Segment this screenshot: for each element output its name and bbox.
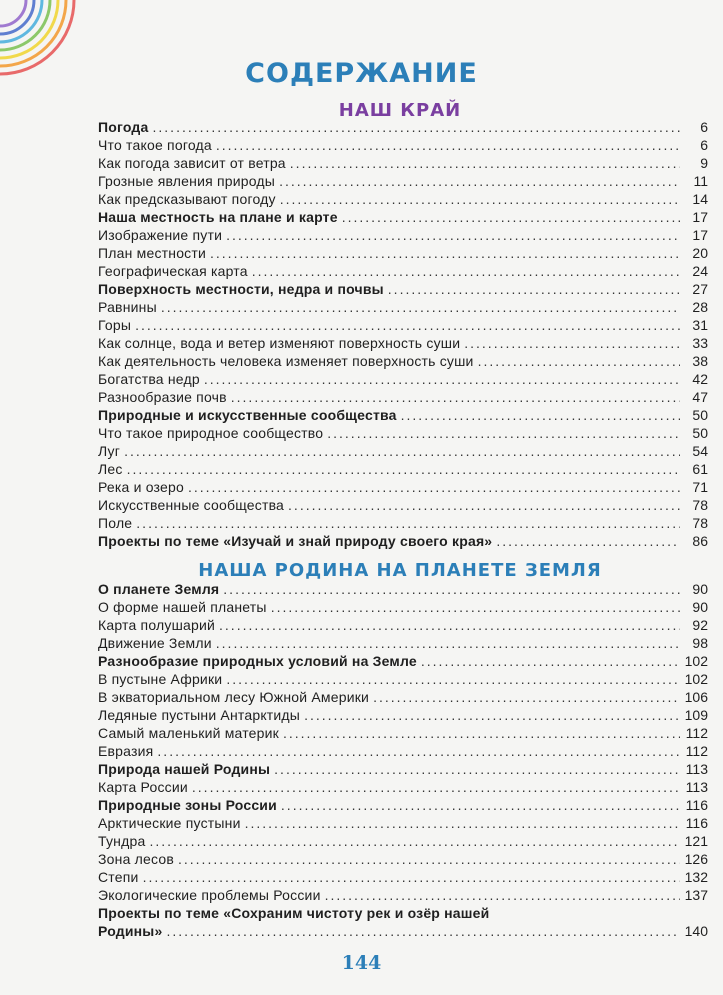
toc-entry-text: Как деятельность человека изменяет поверхность суши bbox=[98, 353, 474, 369]
toc-entry-text: План местности bbox=[98, 245, 207, 261]
toc-entry-text: В экваториальном лесу Южной Америки bbox=[98, 689, 370, 705]
toc-entry-text: Самый маленький материк bbox=[98, 725, 279, 741]
toc-leader-dots bbox=[136, 514, 680, 532]
toc-entry[interactable] bbox=[98, 172, 708, 190]
toc-entry-text: Евразия bbox=[98, 743, 154, 759]
toc-entry[interactable] bbox=[98, 352, 708, 370]
toc-entry-text: Природные зоны России bbox=[98, 797, 277, 813]
toc-entry[interactable] bbox=[98, 814, 708, 832]
toc-leader-dots bbox=[279, 172, 680, 190]
toc-leader-dots bbox=[464, 334, 680, 352]
toc-entry-text: Географическая карта bbox=[98, 263, 248, 279]
toc-entry-page: 14 bbox=[692, 191, 708, 207]
toc-entry-page: 61 bbox=[692, 461, 708, 477]
toc-entry-page: 6 bbox=[700, 137, 708, 153]
toc-entry-text: Горы bbox=[98, 317, 132, 333]
toc-entry[interactable] bbox=[98, 442, 708, 460]
toc-entry-page: 54 bbox=[692, 443, 708, 459]
toc-leader-dots bbox=[216, 634, 680, 652]
toc-final-entry bbox=[98, 904, 708, 940]
toc-leader-dots bbox=[274, 760, 680, 778]
page-title: СОДЕРЖАНИЕ bbox=[245, 58, 478, 89]
toc-entry-page: 116 bbox=[685, 797, 708, 813]
toc-entry-page: 112 bbox=[685, 725, 708, 741]
toc-leader-dots bbox=[157, 742, 680, 760]
toc-entry[interactable] bbox=[98, 154, 708, 172]
toc-entry-text: Река и озеро bbox=[98, 479, 184, 495]
toc-leader-dots bbox=[327, 424, 680, 442]
toc-entry[interactable] bbox=[98, 118, 708, 136]
toc-entry-text: Поле bbox=[98, 515, 133, 531]
toc-entry[interactable] bbox=[98, 460, 708, 478]
toc-entry-text: Как предсказывают погоду bbox=[98, 191, 276, 207]
toc-entry[interactable] bbox=[98, 796, 708, 814]
toc-entry[interactable] bbox=[98, 760, 708, 778]
toc-entry-text: Степи bbox=[98, 869, 139, 885]
toc-leader-dots bbox=[281, 796, 680, 814]
toc-entry-page: 38 bbox=[692, 353, 708, 369]
toc-entry-page: 102 bbox=[684, 653, 708, 669]
toc-entry-page: 140 bbox=[684, 923, 708, 939]
toc-leader-dots bbox=[231, 388, 680, 406]
toc-entry[interactable] bbox=[98, 424, 708, 442]
toc-leader-dots bbox=[153, 118, 680, 136]
toc-entry-text: Экологические проблемы России bbox=[98, 887, 321, 903]
toc-leader-dots bbox=[210, 244, 680, 262]
toc-entry[interactable] bbox=[98, 904, 708, 922]
toc-leader-dots bbox=[135, 316, 680, 334]
toc-entry-text: Проекты по теме «Сохраним чистоту рек и озёр нашей bbox=[98, 905, 490, 921]
toc-entry-text: В пустыне Африки bbox=[98, 671, 223, 687]
toc-entry-text: Что такое природное сообщество bbox=[98, 425, 324, 441]
toc-entry[interactable] bbox=[98, 688, 708, 706]
toc-leader-dots bbox=[219, 616, 680, 634]
toc-entry-page: 11 bbox=[693, 173, 708, 189]
toc-entry-page: 20 bbox=[692, 245, 708, 261]
toc-leader-dots bbox=[188, 478, 680, 496]
toc-entry-page: 33 bbox=[692, 335, 708, 351]
toc-entry[interactable] bbox=[98, 532, 708, 550]
toc-leader-dots bbox=[283, 724, 680, 742]
toc-leader-dots bbox=[288, 496, 680, 514]
toc-entry-text: О форме нашей планеты bbox=[98, 599, 267, 615]
toc-leader-dots bbox=[226, 226, 680, 244]
toc-entry-page: 92 bbox=[692, 617, 708, 633]
toc-entry-page: 6 bbox=[700, 119, 708, 135]
toc-entry[interactable] bbox=[98, 226, 708, 244]
toc-entry-page: 90 bbox=[692, 599, 708, 615]
toc-leader-dots bbox=[304, 706, 680, 724]
toc-entry-page: 116 bbox=[685, 815, 708, 831]
toc-entry-text: О планете Земля bbox=[98, 581, 220, 597]
toc-leader-dots bbox=[124, 442, 680, 460]
toc-leader-dots bbox=[342, 208, 680, 226]
toc-entry-text: Наша местность на плане и карте bbox=[98, 209, 338, 225]
section-heading-nash-krai: НАШ КРАЙ bbox=[338, 100, 462, 121]
toc-leader-dots bbox=[280, 190, 680, 208]
toc-entry[interactable] bbox=[98, 370, 708, 388]
toc-entry-page: 50 bbox=[692, 425, 708, 441]
toc-entry-text: Движение Земли bbox=[98, 635, 212, 651]
toc-entry[interactable] bbox=[98, 634, 708, 652]
toc-leader-dots bbox=[192, 778, 680, 796]
toc-entry-page: 17 bbox=[692, 227, 708, 243]
toc-entry[interactable] bbox=[98, 652, 708, 670]
toc-entry[interactable] bbox=[98, 922, 708, 940]
toc-entry-text: Как солнце, вода и ветер изменяют поверхность суши bbox=[98, 335, 461, 351]
toc-entry-page: 121 bbox=[684, 833, 708, 849]
toc-entry-text: Лес bbox=[98, 461, 123, 477]
toc-entry-page: 17 bbox=[692, 209, 708, 225]
toc-leader-dots bbox=[204, 370, 680, 388]
toc-entry-page: 28 bbox=[692, 299, 708, 315]
toc-entry-page: 132 bbox=[684, 869, 708, 885]
toc-entry[interactable] bbox=[98, 706, 708, 724]
toc-leader-dots bbox=[226, 670, 680, 688]
toc-entry-text: Карта полушарий bbox=[98, 617, 216, 633]
toc-entry-text: Тундра bbox=[98, 833, 146, 849]
toc-entry[interactable] bbox=[98, 406, 708, 424]
toc-entry[interactable] bbox=[98, 514, 708, 532]
toc-entry-text: Погода bbox=[98, 119, 149, 135]
toc-entry-page: 113 bbox=[685, 761, 708, 777]
toc-entry[interactable] bbox=[98, 298, 708, 316]
section-heading-nasha-rodina: НАША РОДИНА НА ПЛАНЕТЕ ЗЕМЛЯ bbox=[198, 560, 602, 581]
toc-leader-dots bbox=[401, 406, 680, 424]
toc-entry-page: 71 bbox=[692, 479, 708, 495]
toc-section-1 bbox=[98, 118, 708, 550]
toc-entry-text: Природные и искусственные сообщества bbox=[98, 407, 397, 423]
toc-entry[interactable] bbox=[98, 136, 708, 154]
toc-entry-page: 42 bbox=[692, 371, 708, 387]
toc-entry-page: 47 bbox=[692, 389, 708, 405]
toc-entry-page: 27 bbox=[692, 281, 708, 297]
toc-entry[interactable] bbox=[98, 208, 708, 226]
toc-leader-dots bbox=[421, 652, 680, 670]
toc-entry-text: Арктические пустыни bbox=[98, 815, 241, 831]
toc-entry-text: Зона лесов bbox=[98, 851, 174, 867]
toc-leader-dots bbox=[373, 688, 680, 706]
toc-entry[interactable] bbox=[98, 850, 708, 868]
toc-entry-text: Карта России bbox=[98, 779, 188, 795]
toc-entry[interactable] bbox=[98, 778, 708, 796]
toc-section-2 bbox=[98, 580, 708, 904]
toc-entry-page: 109 bbox=[684, 707, 708, 723]
toc-entry[interactable] bbox=[98, 742, 708, 760]
toc-entry-page: 86 bbox=[692, 533, 708, 549]
toc-leader-dots bbox=[290, 154, 680, 172]
toc-leader-dots bbox=[325, 886, 680, 904]
toc-entry[interactable] bbox=[98, 262, 708, 280]
toc-leader-dots bbox=[271, 598, 680, 616]
toc-entry[interactable] bbox=[98, 616, 708, 634]
toc-entry-text: Разнообразие почв bbox=[98, 389, 227, 405]
toc-leader-dots bbox=[223, 580, 680, 598]
toc-entry-text: Природа нашей Родины bbox=[98, 761, 271, 777]
toc-leader-dots bbox=[216, 136, 680, 154]
toc-leader-dots bbox=[161, 298, 680, 316]
toc-entry-page: 137 bbox=[684, 887, 708, 903]
toc-entry-text: Проекты по теме «Изучай и знай природу своего края» bbox=[98, 533, 493, 549]
toc-entry[interactable] bbox=[98, 190, 708, 208]
toc-entry-page: 113 bbox=[685, 779, 708, 795]
toc-entry[interactable] bbox=[98, 598, 708, 616]
toc-entry-text: Разнообразие природных условий на Земле bbox=[98, 653, 417, 669]
toc-entry[interactable] bbox=[98, 868, 708, 886]
toc-entry-text: Изображение пути bbox=[98, 227, 223, 243]
toc-entry-page: 78 bbox=[692, 497, 708, 513]
toc-entry-text: Луг bbox=[98, 443, 121, 459]
toc-entry[interactable] bbox=[98, 280, 708, 298]
toc-entry-page: 98 bbox=[692, 635, 708, 651]
toc-leader-dots bbox=[478, 352, 680, 370]
toc-entry[interactable] bbox=[98, 580, 708, 598]
page-number: 144 bbox=[341, 952, 382, 974]
toc-leader-dots bbox=[149, 832, 680, 850]
toc-entry-text: Родины» bbox=[98, 923, 163, 939]
toc-entry[interactable] bbox=[98, 832, 708, 850]
toc-leader-dots bbox=[388, 280, 680, 298]
toc-entry-page: 50 bbox=[692, 407, 708, 423]
toc-leader-dots bbox=[245, 814, 680, 832]
toc-entry-page: 78 bbox=[692, 515, 708, 531]
toc-entry-page: 9 bbox=[700, 155, 708, 171]
toc-entry-text: Как погода зависит от ветра bbox=[98, 155, 286, 171]
toc-entry-text: Поверхность местности, недра и почвы bbox=[98, 281, 384, 297]
toc-entry-text: Богатства недр bbox=[98, 371, 200, 387]
toc-entry[interactable] bbox=[98, 334, 708, 352]
toc-entry[interactable] bbox=[98, 388, 708, 406]
toc-entry-text: Равнины bbox=[98, 299, 157, 315]
toc-entry-text: Что такое погода bbox=[98, 137, 212, 153]
toc-entry[interactable] bbox=[98, 886, 708, 904]
toc-leader-dots bbox=[143, 868, 680, 886]
toc-entry-text: Грозные явления природы bbox=[98, 173, 276, 189]
toc-entry[interactable] bbox=[98, 496, 708, 514]
toc-entry-page: 106 bbox=[684, 689, 708, 705]
toc-entry-text: Ледяные пустыни Антарктиды bbox=[98, 707, 301, 723]
toc-leader-dots bbox=[178, 850, 680, 868]
toc-entry-page: 31 bbox=[692, 317, 708, 333]
toc-entry[interactable] bbox=[98, 478, 708, 496]
toc-leader-dots bbox=[496, 532, 680, 550]
toc-entry-text: Искусственные сообщества bbox=[98, 497, 285, 513]
toc-entry[interactable] bbox=[98, 316, 708, 334]
toc-leader-dots bbox=[166, 922, 680, 940]
toc-entry-page: 112 bbox=[685, 743, 708, 759]
toc-entry-page: 24 bbox=[692, 263, 708, 279]
toc-leader-dots bbox=[252, 262, 680, 280]
toc-entry[interactable] bbox=[98, 244, 708, 262]
toc-entry-page: 90 bbox=[692, 581, 708, 597]
toc-entry-page: 102 bbox=[684, 671, 708, 687]
toc-entry[interactable] bbox=[98, 724, 708, 742]
toc-entry-page: 126 bbox=[684, 851, 708, 867]
toc-leader-dots bbox=[127, 460, 680, 478]
toc-entry[interactable] bbox=[98, 670, 708, 688]
